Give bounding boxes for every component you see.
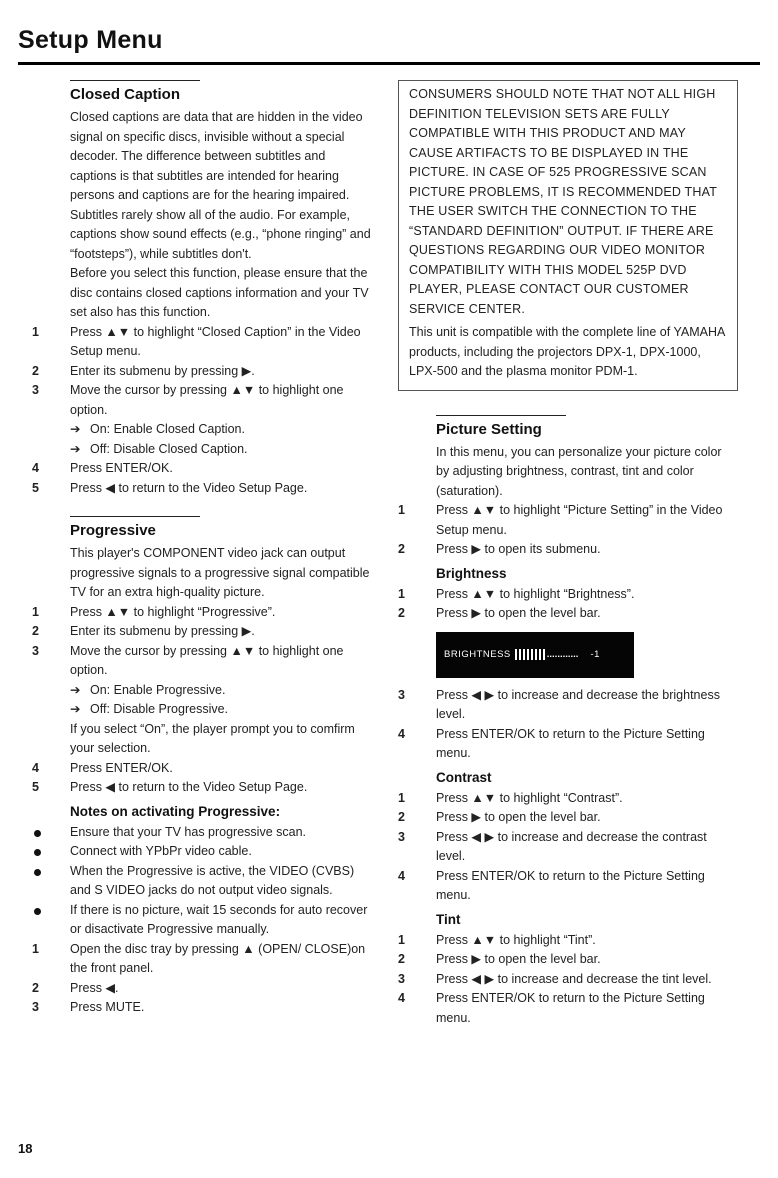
step-text: Enter its submenu by pressing ▶. [70,624,255,638]
list-item [398,686,738,725]
step-number: 5 [32,780,39,794]
confirm-text: If you select “On”, the player prompt you to comfirm your selection. [70,721,355,755]
closed-caption-intro: Closed captions are data that are hidden in the video signal on specific discs, invisible without a special decoder. The difference between subtitles and captions is that subtitles are intended for hearing persons and captions are for the hearing impaired. Subtitles rarely show all of the audio. For example, captions show sound effects (e.g., “phone ringing” and “footsteps”), while subtitles don't. [70,110,371,261]
level-tick [515,649,517,660]
step-number: 1 [32,941,39,956]
option-text: On: Enable Progressive. [90,682,226,697]
closed-caption-section [32,80,372,498]
step-text: Press ◀ ▶ to increase and decrease the brightness level. [436,687,720,721]
list-item [32,823,372,843]
option-off [70,700,372,720]
step-number: 2 [32,363,39,378]
step-number: 4 [398,868,405,883]
list-item [398,970,738,990]
progressive-intro: This player's COMPONENT video jack can output progressive signals to a progressive signal compatible TV for an extra high-quality picture. [70,546,370,599]
bullet-icon [34,908,41,915]
step-text: Press ▲▼ to highlight “Brightness”. [436,586,635,601]
picture-setting-steps [398,501,738,560]
step-text: Press ▲▼ to highlight “Progressive”. [70,604,276,619]
note-text: Ensure that your TV has progressive scan. [70,824,306,839]
closed-caption-steps [32,323,372,499]
level-tick [523,649,525,660]
option-text: On: Enable Closed Caption. [90,422,245,436]
step-text: Press ▶ to open the level bar. [436,810,601,824]
step-text: Press ◀ to return to the Video Setup Page. [70,480,308,495]
option-on [70,681,372,701]
closed-caption-title: Closed Caption [70,80,200,103]
step-text: Press ▲▼ to highlight “Tint”. [436,932,596,947]
step-text: Press ▶ to open the level bar. [436,606,601,620]
option-text: Off: Disable Progressive. [90,702,229,716]
list-item [398,931,738,951]
right-column [398,80,738,1046]
list-item [398,585,738,605]
step-number: 1 [398,790,405,805]
step-number: 2 [32,624,39,638]
page-title: Setup Menu [18,26,163,54]
option-on [70,420,372,440]
step-text: Press ENTER/OK. [70,760,173,775]
list-item [32,700,372,720]
step-number: 3 [32,383,39,397]
step-number: 4 [32,461,39,475]
step-number: 3 [32,1000,39,1014]
list-item [32,901,372,940]
list-item [32,362,372,382]
list-item [32,759,372,779]
progressive-notes [32,823,372,1018]
level-bar-value: -1 [590,649,600,660]
step-number: 3 [398,687,405,702]
progressive-notes-title: Notes on activating Progressive: [70,803,281,819]
brightness-steps [398,585,738,624]
list-item [398,789,738,809]
step-text: Move the cursor by pressing ▲▼ to highlight one option. [70,383,344,417]
step-text: Press ▲▼ to highlight “Picture Setting” in the Video Setup menu. [436,503,723,537]
contrast-title: Contrast [436,769,492,785]
list-item [398,501,738,540]
step-text: Press ENTER/OK. [70,461,173,475]
step-number: 2 [398,810,405,824]
list-item [32,323,372,362]
level-bar-dots: ............ [546,649,579,660]
bullet-icon [34,830,41,837]
list-item [398,828,738,867]
step-number: 4 [398,726,405,741]
progressive-title: Progressive [70,516,200,539]
picture-setting-title: Picture Setting [436,415,566,438]
list-item [32,603,372,623]
list-item [32,479,372,499]
progressive-section [32,516,372,1018]
option-text: Off: Disable Closed Caption. [90,441,248,456]
level-tick [535,649,537,660]
list-item [32,642,372,681]
notice-upper-text: CONSUMERS SHOULD NOTE THAT NOT ALL HIGH DEFINITION TELEVISION SETS ARE FULLY COMPATIBLE WITH THIS PRODUCT AND MAY CAUSE ARTIFACTS TO BE DISPLAYED IN THE PICTURE. IN CASE OF 525 PROGRESSIVE SCAN PICTURE PROBLEMS, IT IS RECOMMENDED THAT THE USER SWITCH THE CONNECTION TO THE “STANDARD DEFINITION” OUTPUT. IF THERE ARE QUESTIONS REGARDING OUR VIDEO MONITOR COMPATIBILITY WITH THIS MODEL 525P DVD PLAYER, PLEASE CONTACT OUR CUSTOMER SERVICE CENTER. [409,87,717,316]
step-number: 1 [32,324,39,339]
list-item [32,842,372,862]
level-bar-label: BRIGHTNESS [444,649,511,660]
step-text: Press ◀ to return to the Video Setup Page. [70,780,308,794]
closed-caption-intro-2: Before you select this function, please ensure that the disc contains closed captions information and your TV set also has this function. [70,266,369,319]
step-number: 3 [398,971,405,986]
title-rule [18,62,760,65]
compatibility-notice [398,80,738,391]
list-item [398,950,738,970]
list-item [398,725,738,764]
step-number: 1 [398,586,405,601]
note-text: Connect with YPbPr video cable. [70,844,252,858]
list-item [398,604,738,624]
step-number: 2 [398,606,405,620]
list-item [32,420,372,440]
arrow-right-icon: ➔ [70,702,81,716]
list-item [32,720,372,759]
left-column [32,80,372,1036]
step-text: Press MUTE. [70,1000,145,1014]
step-text: Press ENTER/OK to return to the Picture Setting menu. [436,868,705,902]
arrow-right-icon: ➔ [70,682,81,697]
list-item [32,622,372,642]
step-number: 1 [398,503,405,517]
note-text: If there is no picture, wait 15 seconds for auto recover or disactivate Progressive manually. [70,902,368,936]
step-number: 2 [32,980,39,995]
level-tick [539,649,541,660]
list-item [32,381,372,420]
arrow-right-icon: ➔ [70,422,81,436]
step-number: 2 [398,952,405,966]
brightness-title: Brightness [436,565,507,581]
note-text: When the Progressive is active, the VIDEO (CVBS) and S VIDEO jacks do not output video signals. [70,863,355,897]
contrast-steps [398,789,738,906]
step-number: 2 [398,542,405,556]
level-tick [527,649,529,660]
list-item [32,459,372,479]
step-number: 4 [398,991,405,1005]
step-number: 3 [32,643,39,658]
step-text: Move the cursor by pressing ▲▼ to highlight one option. [70,643,344,677]
step-number: 4 [32,760,39,775]
list-item [32,862,372,901]
level-tick [531,649,533,660]
arrow-right-icon: ➔ [70,441,81,456]
picture-setting-intro: In this menu, you can personalize your picture color by adjusting brightness, contrast, tint and color (saturation). [436,444,722,498]
bullet-icon [34,869,41,876]
brightness-level-bar [436,632,634,678]
list-item [398,808,738,828]
step-text: Press ▲▼ to highlight “Closed Caption” in the Video Setup menu. [70,324,361,358]
progressive-steps [32,603,372,798]
brightness-steps-end [398,686,738,764]
step-text: Press ▶ to open its submenu. [436,542,601,556]
list-item [398,989,738,1028]
level-tick [519,649,521,660]
list-item [32,979,372,999]
level-bar-ticks [515,649,545,660]
tint-steps [398,931,738,1029]
step-text: Press ◀ ▶ to increase and decrease the contrast level. [436,829,707,863]
list-item [32,440,372,460]
page-number: 18 [18,1141,33,1156]
step-text: Enter its submenu by pressing ▶. [70,363,255,378]
tint-title: Tint [436,911,461,927]
step-text: Press ◀. [70,980,119,995]
list-item [32,681,372,701]
picture-setting-section [398,415,738,1029]
step-text: Press ◀ ▶ to increase and decrease the tint level. [436,971,712,986]
list-item [32,998,372,1018]
bullet-icon [34,849,41,856]
step-text: Press ENTER/OK to return to the Picture Setting menu. [436,726,705,760]
option-off [70,440,372,460]
list-item [32,778,372,798]
step-text: Open the disc tray by pressing ▲ (OPEN/ CLOSE)on the front panel. [70,941,366,975]
step-text: Press ENTER/OK to return to the Picture Setting menu. [436,991,705,1025]
list-item [398,540,738,560]
step-number: 1 [398,932,405,947]
step-number: 3 [398,829,405,844]
step-text: Press ▶ to open the level bar. [436,952,601,966]
list-item [32,940,372,979]
step-text: Press ▲▼ to highlight “Contrast”. [436,790,623,805]
list-item [398,867,738,906]
level-tick [543,649,545,660]
step-number: 1 [32,604,39,619]
notice-lower-text: This unit is compatible with the complete line of YAMAHA products, including the projectors DPX-1, DPX-1000, LPX-500 and the plasma monitor PDM-1. [409,325,725,378]
step-number: 5 [32,480,39,495]
